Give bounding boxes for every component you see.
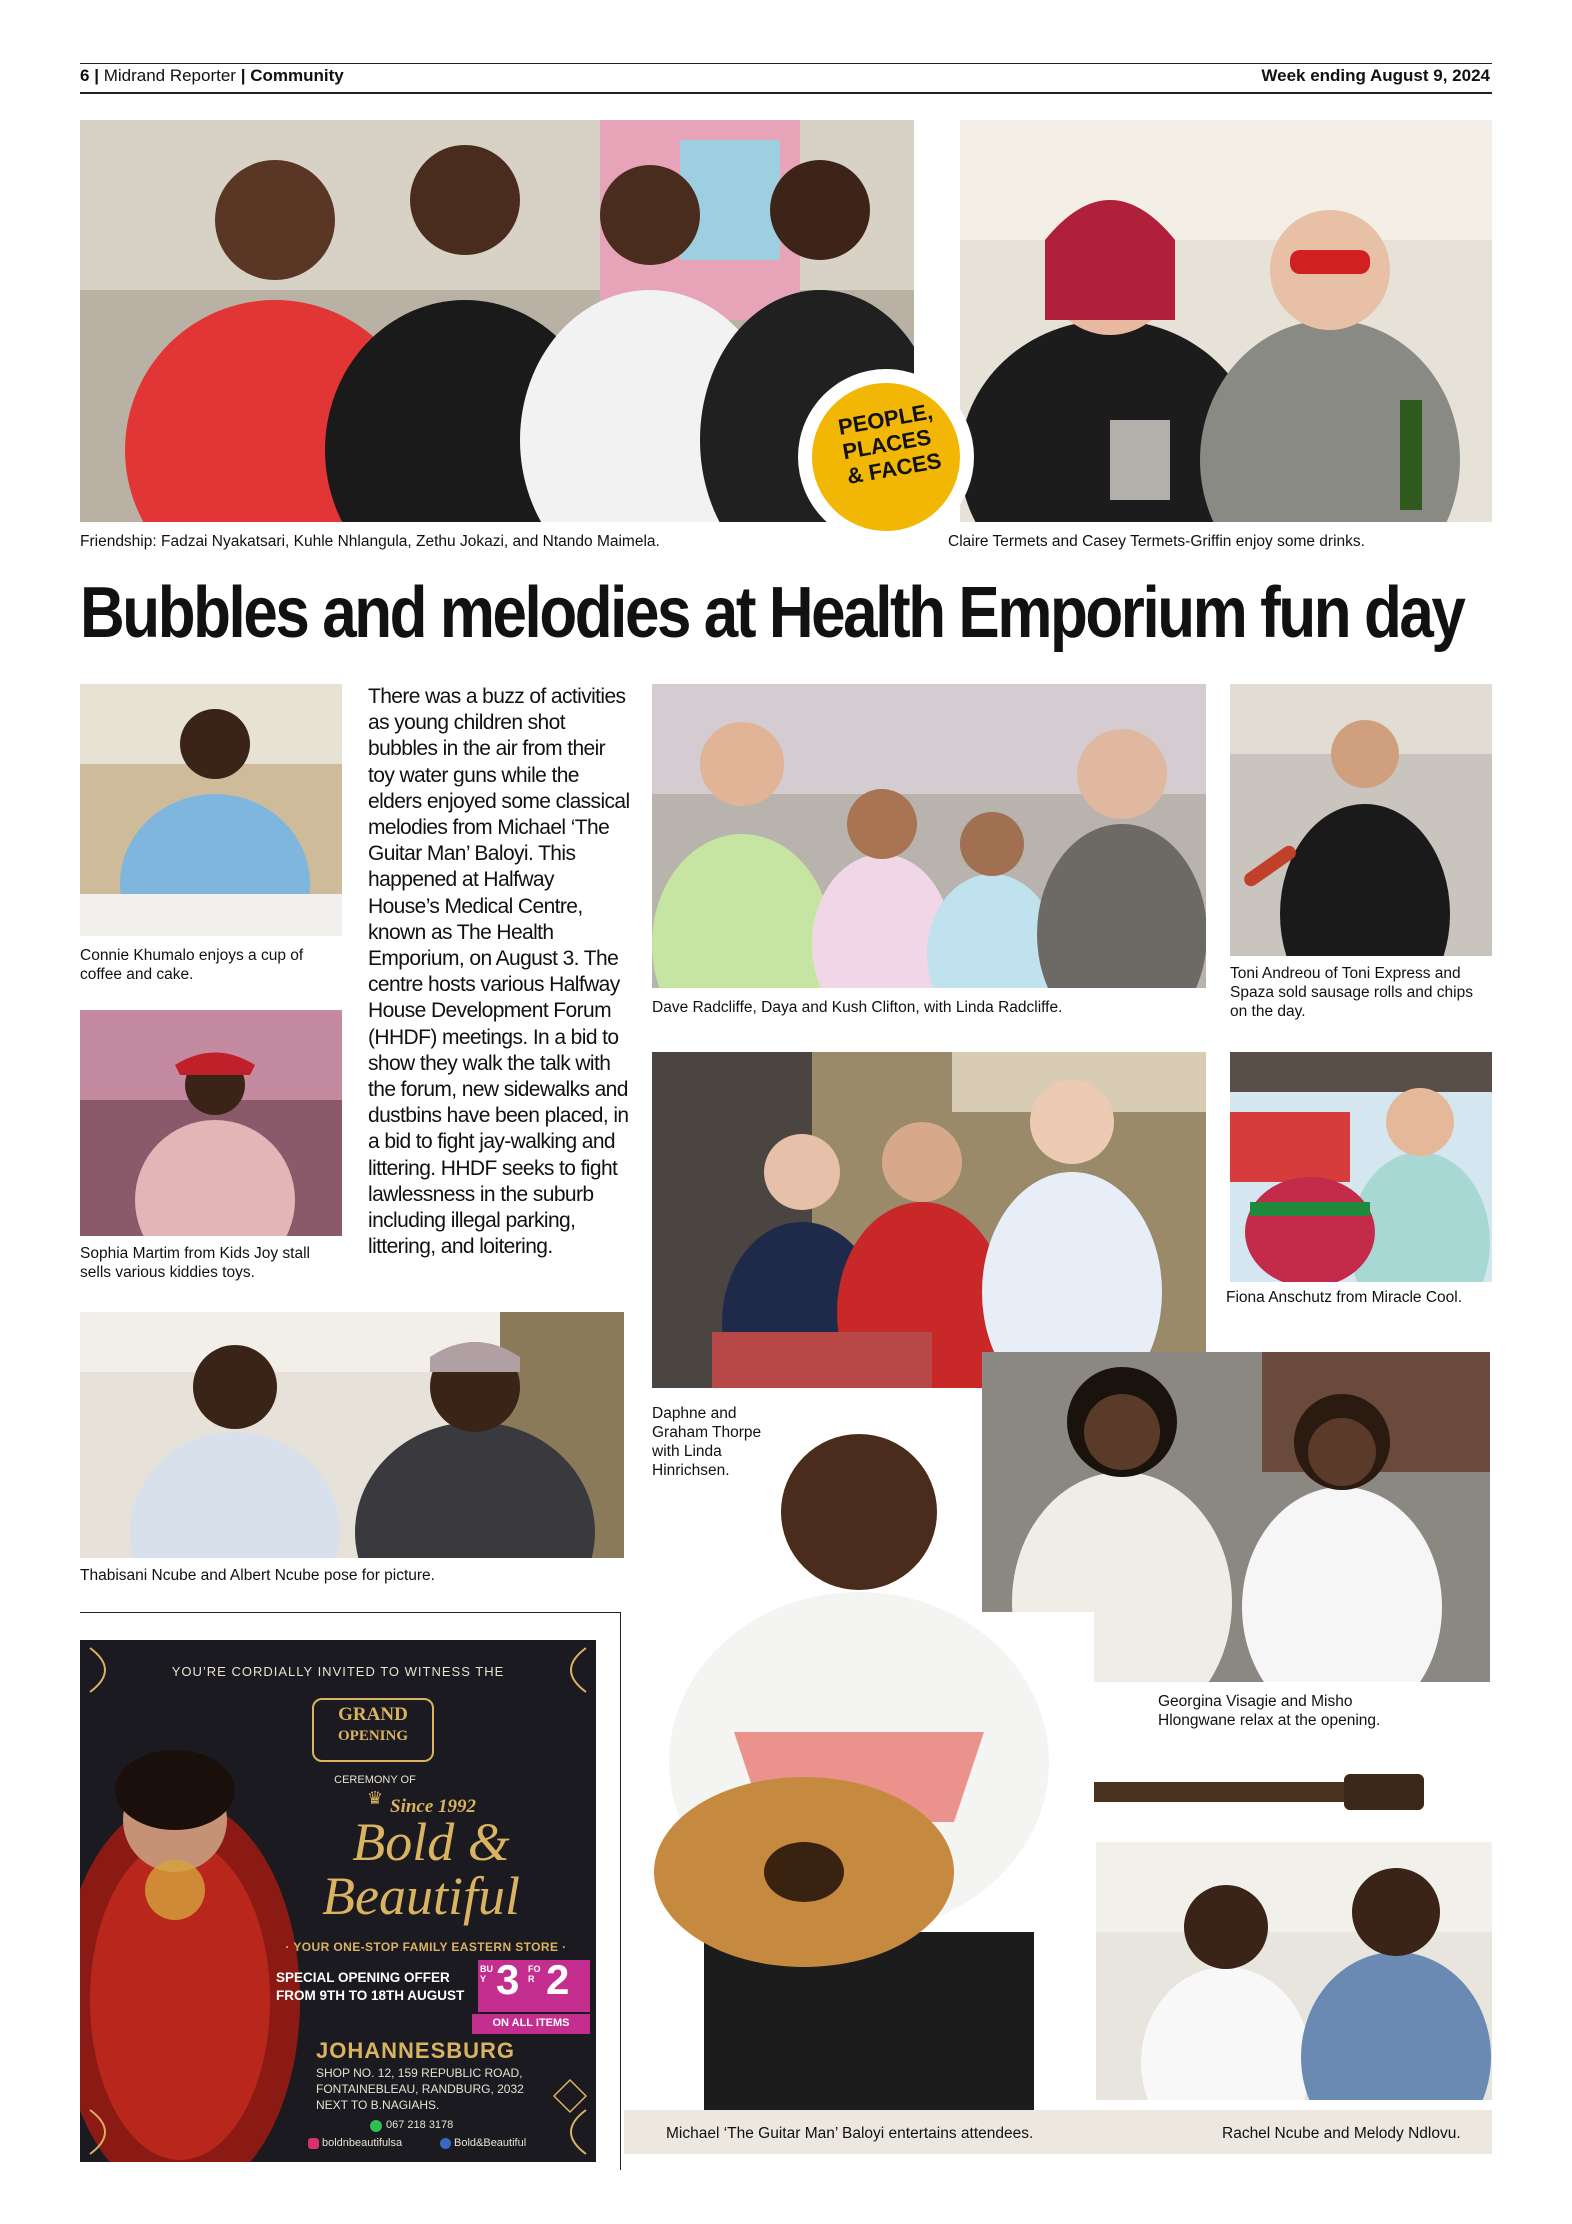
- article-body: There was a buzz of activities as young children shot bubbles in the air from their toy water guns while the elders enjoyed some classical melodies from Michael ‘The Guitar Man’ Baloyi. This happened at Halfway House’s Medical Centre, known as The Health Emporium, on August 3. The centre hosts various Halfway House Development Forum (HHDF) meetings. In a bid to show they walk the talk with the forum, new sidewalks and dustbins have been placed, in a bid to fight jay-walking and littering. HHDF seeks to fight lawlessness in the suburb including illegal parking, littering, and loitering.: [368, 685, 630, 1259]
- caption-friendship: Friendship: Fadzai Nyakatsari, Kuhle Nhlangula, Zethu Jokazi, and Ntando Maimela.: [80, 533, 660, 550]
- photo-connie: [80, 684, 342, 936]
- ad-city: JOHANNESBURG: [316, 2038, 516, 2063]
- page-number: 6: [80, 66, 90, 85]
- ad-invite: YOU’RE CORDIALLY INVITED TO WITNESS THE: [171, 1664, 505, 1679]
- ad-facebook: Bold&Beautiful: [454, 2137, 527, 2149]
- caption-dave-radcliffe: Dave Radcliffe, Daya and Kush Clifton, with Linda Radcliffe.: [652, 999, 1063, 1016]
- ad-divider: [80, 1612, 620, 1613]
- ad-offer-line2: FROM 9TH TO 18TH AUGUST: [276, 1988, 465, 2003]
- ad-address2: FONTAINEBLEAU, RANDBURG, 2032: [316, 2082, 524, 2096]
- caption-rachel-melody: Rachel Ncube and Melody Ndlovu.: [1222, 2125, 1461, 2142]
- facebook-icon: [440, 2138, 451, 2149]
- caption-michael: Michael ‘The Guitar Man’ Baloyi entertains attendees.: [666, 2125, 1034, 2142]
- photo-fiona: [1230, 1052, 1492, 1282]
- badge-text: PEOPLE, PLACES & FACES: [836, 398, 944, 489]
- issue-date: Week ending August 9, 2024: [1261, 66, 1490, 85]
- ad-address3: NEXT TO B.NAGIAHS.: [316, 2098, 440, 2112]
- ad-brand-line2: Beautiful: [322, 1866, 520, 1926]
- ad-tagline: · YOUR ONE-STOP FAMILY EASTERN STORE ·: [285, 1940, 567, 1954]
- photo-thabisani-albert: [80, 1312, 624, 1558]
- advert-bold-beautiful: [80, 1640, 596, 2162]
- caption-daphne-graham: Daphne and Graham Thorpe with Linda Hinrichsen.: [652, 1405, 762, 1479]
- ad-ceremony: CEREMONY OF: [334, 1774, 416, 1786]
- ad-brand-line1: Bold &: [352, 1812, 510, 1872]
- photo-rachel-melody: [1096, 1842, 1492, 2100]
- photo-dave-radcliffe: [652, 684, 1206, 988]
- ad-phone: 067 218 3178: [386, 2119, 454, 2131]
- photo-claire-casey: [960, 120, 1492, 522]
- people-places-faces-badge: [800, 371, 972, 543]
- photo-daphne-graham: [652, 1052, 1206, 1388]
- ad-opening: OPENING: [337, 1728, 408, 1744]
- instagram-icon: [308, 2138, 319, 2149]
- ad-address1: SHOP NO. 12, 159 REPUBLIC ROAD,: [316, 2066, 523, 2080]
- section-name: Community: [250, 66, 344, 85]
- ad-buy: BUY: [480, 1964, 493, 1984]
- page-header: 6 | Midrand Reporter | Community: [80, 66, 344, 85]
- ad-two: 2: [546, 1956, 570, 2003]
- photo-michael-guitar: [624, 1372, 1094, 2154]
- photo-sophia: [80, 1010, 342, 1236]
- caption-connie: Connie Khumalo enjoys a cup of coffee and cake.: [80, 947, 304, 983]
- caption-thabisani-albert: Thabisani Ncube and Albert Ncube pose for picture.: [80, 1567, 435, 1584]
- whatsapp-icon: [370, 2120, 382, 2132]
- ad-instagram: boldnbeautifulsa: [322, 2137, 403, 2149]
- ad-offer-line1: SPECIAL OPENING OFFER: [276, 1970, 450, 1985]
- ad-since: Since 1992: [390, 1796, 477, 1817]
- publication-name: Midrand Reporter: [103, 66, 236, 85]
- ad-crown-icon: ♛: [366, 1788, 384, 1808]
- page-headline: Bubbles and melodies at Health Emporium fun day: [80, 573, 1464, 653]
- caption-claire-casey: Claire Termets and Casey Termets-Griffin enjoy some drinks.: [948, 533, 1365, 550]
- caption-toni: Toni Andreou of Toni Express and Spaza sold sausage rolls and chips on the day.: [1230, 965, 1473, 1020]
- caption-sophia: Sophia Martim from Kids Joy stall sells various kiddies toys.: [80, 1245, 310, 1281]
- photo-guitar-neck: [1094, 1770, 1424, 1814]
- photo-friendship: [80, 120, 914, 522]
- photo-toni: [1230, 684, 1492, 956]
- ad-divider-vertical: [620, 1612, 621, 2170]
- ad-grand: GRAND: [338, 1704, 408, 1725]
- ad-for: FOR: [528, 1964, 541, 1984]
- ad-three: 3: [496, 1956, 520, 2003]
- header-top-rule: [80, 63, 1492, 64]
- ad-all-items: ON ALL ITEMS: [492, 2017, 570, 2029]
- header-rule: [80, 92, 1492, 94]
- caption-fiona: Fiona Anschutz from Miracle Cool.: [1226, 1289, 1463, 1306]
- caption-georgina-misho: Georgina Visagie and Misho Hlongwane relax at the opening.: [1158, 1693, 1381, 1729]
